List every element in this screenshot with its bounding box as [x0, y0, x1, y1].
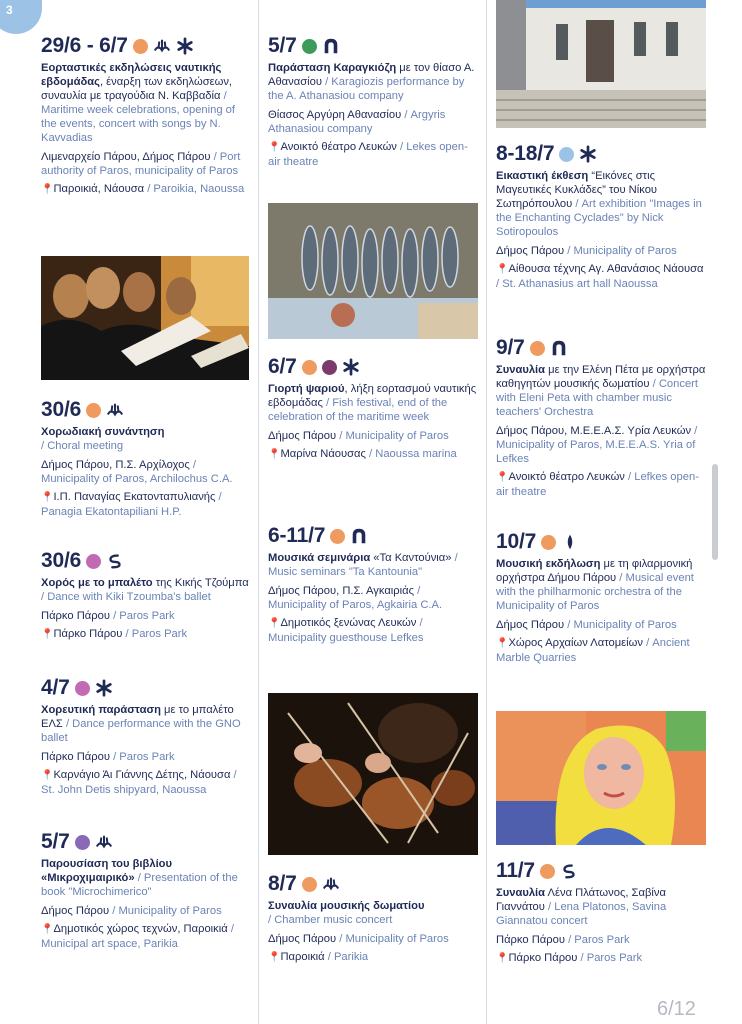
event-date: 10/7 [496, 530, 537, 553]
event-organizer [41, 458, 249, 486]
event-title-en: / Fish festival, end of the celebration of the maritime week [268, 397, 448, 423]
event-description [496, 363, 706, 419]
location-gr: Χώρος Αρχαίων Λατομείων [508, 637, 643, 649]
location-pin-icon: 📍 [41, 492, 54, 503]
event-card [268, 355, 478, 462]
event-organizer [496, 618, 706, 632]
event-date: 6-11/7 [268, 524, 326, 547]
event-title-rest: με την Ελένη Πέτα με ορχήστρα καθηγητών μουσικής δωματίου [496, 364, 706, 390]
organizer-en: / Paros Park [568, 934, 630, 946]
event-card [41, 830, 249, 951]
organizer-gr: Πάρκο Πάρου [41, 751, 110, 763]
organizer-en: / Paros Park [113, 610, 175, 622]
event-title-en: / Choral meeting [41, 440, 124, 452]
event-title-en: / Art exhibition "Images in the Enchanting Cyclades" by Nick Sotiropoulos [496, 198, 702, 238]
pink-dot-icon [86, 554, 101, 569]
page-number: 6/12 [657, 998, 696, 1020]
event-title: Μουσικά σεμινάρια [268, 552, 371, 564]
location-en: / St. Athanasius art hall Naoussa [496, 278, 658, 290]
event-location [41, 627, 249, 642]
location-pin-icon: 📍 [41, 629, 54, 640]
event-date-line [268, 355, 478, 379]
location-pin-icon: 📍 [496, 953, 509, 964]
arch-icon [550, 339, 568, 357]
location-pin-icon: 📍 [268, 142, 281, 153]
event-date-line [41, 676, 249, 700]
event-description [41, 576, 249, 604]
event-card [496, 859, 706, 966]
orange-dot-icon [530, 341, 545, 356]
event-title-rest: “Εικόνες στις Μαγευτικές Κυκλάδες” του Νίκου Σωτηρόπουλου [496, 170, 658, 210]
location-gr: Δημοτικός χώρος τεχνών, Παροικιά [53, 923, 228, 935]
event-location [268, 950, 478, 965]
location-pin-icon: 📍 [496, 638, 509, 649]
organizer-en: / Municipality of Paros [112, 905, 222, 917]
organizer-gr: Δήμος Πάρου [496, 245, 565, 257]
location-pin-icon: 📍 [41, 184, 54, 195]
event-title: Συναυλία μουσικής δωματίου [268, 900, 425, 912]
event-location [496, 951, 706, 966]
wave-icon [153, 37, 171, 55]
orange-dot-icon [330, 529, 345, 544]
location-gr: Παροικιά, Νάουσα [53, 183, 145, 195]
event-card [496, 142, 706, 291]
organizer-gr: Δήμος Πάρου [41, 905, 110, 917]
location-en: / Municipal art space, Parikia [41, 923, 234, 950]
location-pin-icon: 📍 [496, 264, 509, 275]
location-en: / Paroikia, Naoussa [147, 183, 245, 195]
event-title-en: / Chamber music concert [268, 914, 393, 926]
event-location [41, 490, 249, 519]
event-date: 11/7 [496, 859, 535, 882]
event-date-line [268, 524, 478, 548]
event-title-rest: «Τα Καντούνια» [370, 552, 452, 564]
event-title: Χορωδιακή συνάντηση [41, 426, 165, 438]
building-photo [496, 0, 706, 128]
location-gr: Μαρίνα Νάουσας [280, 448, 366, 460]
event-title-en: / Musical event with the philharmonic orchestra of the Municipality of Paros [496, 572, 694, 612]
event-organizer [41, 750, 249, 764]
wave-icon [95, 833, 113, 851]
event-location [41, 182, 249, 197]
column-divider [258, 0, 259, 1024]
orange-dot-icon [302, 877, 317, 892]
organizer-en: / Municipality of Paros [339, 430, 449, 442]
orchestra-photo [268, 693, 478, 855]
organizer-gr: Λιμεναρχείο Πάρου, Δήμος Πάρου [41, 151, 211, 163]
location-en: / Ancient Marble Quarries [496, 637, 690, 664]
light-blue-dot-icon [559, 147, 574, 162]
orange-dot-icon [133, 39, 148, 54]
organizer-gr: Πάρκο Πάρου [41, 610, 110, 622]
event-title-rest: , έναρξη των εκδηλώσεων, συναυλία με τραγούδια Ν. Καββαδία [41, 76, 233, 102]
arch-icon [322, 37, 340, 55]
event-location [496, 470, 706, 499]
location-en: / Paros Park [580, 952, 643, 964]
organizer-en: / Municipality of Paros, Archilochus C.A. [41, 459, 233, 485]
event-location [268, 616, 478, 645]
location-gr: Πάρκο Πάρου [508, 952, 578, 964]
organizer-en: / Municipality of Paros [567, 619, 677, 631]
location-pin-icon: 📍 [268, 449, 281, 460]
event-date: 30/6 [41, 398, 82, 421]
organizer-gr: Δήμος Πάρου [268, 430, 337, 442]
event-organizer [268, 584, 478, 612]
organizer-en: / Port authority of Paros, municipality of Paros [41, 151, 241, 177]
event-location [268, 140, 478, 169]
location-gr: Ανοικτό θέατρο Λευκών [280, 141, 397, 153]
portrait-illustration [496, 711, 706, 845]
event-card [496, 530, 706, 665]
organizer-gr: Δήμος Πάρου, Π.Σ. Αγκαιριάς [268, 585, 415, 597]
event-card [41, 398, 249, 519]
event-date-line [41, 398, 249, 422]
event-title-en: / Dance with Kiki Tzoumba's ballet [41, 591, 211, 603]
event-title-en: / Dance performance with the GNO ballet [41, 718, 241, 744]
event-date-line [41, 34, 249, 58]
choir-photo [41, 256, 249, 380]
event-description [496, 557, 706, 613]
event-title-en: / Karagiozis performance by the A. Athanasiou company [268, 76, 465, 102]
event-organizer [41, 609, 249, 623]
event-date: 5/7 [268, 34, 297, 57]
vertical-scrollbar[interactable] [712, 464, 718, 560]
organizer-en: / Municipality of Paros, M.E.E.A.S. Yria of Lefkes [496, 425, 698, 465]
event-card [268, 34, 478, 169]
event-title: Εικαστική έκθεση [496, 170, 589, 182]
event-date-line [268, 34, 478, 58]
event-title-en: / Concert with Eleni Peta with chamber music teachers' Orchestra [496, 378, 698, 418]
event-date-line [268, 872, 478, 896]
organizer-gr: Πάρκο Πάρου [496, 934, 565, 946]
location-pin-icon: 📍 [41, 924, 54, 935]
event-title: Μουσική εκδήλωση [496, 558, 601, 570]
arch-icon [350, 527, 368, 545]
organizer-gr: Δήμος Πάρου, Μ.Ε.Ε.Α.Σ. Υρία Λευκών [496, 425, 692, 437]
orange-dot-icon [540, 864, 555, 879]
column-3 [496, 0, 706, 1024]
event-date-line [496, 336, 706, 360]
event-organizer [496, 424, 706, 466]
green-dot-icon [302, 39, 317, 54]
pink-dot-icon [75, 681, 90, 696]
event-card [268, 524, 478, 645]
location-gr: Πάρκο Πάρου [53, 628, 123, 640]
event-description [41, 703, 249, 745]
event-organizer [496, 933, 706, 947]
event-description [268, 382, 478, 424]
event-organizer [268, 932, 478, 946]
plum-dot-icon [322, 360, 337, 375]
event-description [496, 886, 706, 928]
event-description [268, 899, 478, 927]
event-title-rest: με το μπαλέτο ΕΛΣ [41, 704, 234, 730]
page-badge-number: 3 [6, 3, 13, 17]
event-date-line [41, 830, 249, 854]
event-title: Παρουσίαση του βιβλίου «Μικροχιμαιρικό» [41, 858, 173, 884]
event-organizer [496, 244, 706, 258]
drop-icon [561, 533, 579, 551]
column-2 [268, 0, 478, 1024]
event-card [496, 336, 706, 499]
event-organizer [268, 429, 478, 443]
event-title: Συναυλία [496, 364, 546, 376]
event-title: Συναυλία [496, 887, 546, 899]
location-gr: Καρνάγιο Άι Γιάννης Δέτης, Νάουσα [53, 769, 231, 781]
event-date-line [41, 549, 249, 573]
event-location [41, 768, 249, 797]
event-title-rest: της Κικής Τζούμπα [152, 577, 249, 589]
organizer-en: / Argyris Athanasiou company [268, 109, 446, 135]
event-date: 6/7 [268, 355, 297, 378]
fish-photo [268, 203, 478, 339]
organizer-gr: Δήμος Πάρου, Π.Σ. Αρχίλοχος [41, 459, 190, 471]
event-date: 30/6 [41, 549, 82, 572]
location-gr: Ι.Π. Παναγίας Εκατονταπυλιανής [53, 491, 216, 503]
organizer-gr: Δήμος Πάρου [268, 933, 337, 945]
event-title-rest: , λήξη εορτασμού ναυτικής εβδομάδας [268, 383, 477, 409]
purple-dot-icon [75, 835, 90, 850]
organizer-en: / Paros Park [113, 751, 175, 763]
event-title-en: / Maritime week celebrations, opening of the events, concert with songs by N. Kavvadias [41, 90, 236, 144]
hook-icon [106, 552, 124, 570]
event-date-line [496, 142, 706, 166]
event-location [268, 447, 478, 462]
asterisk-icon [176, 37, 194, 55]
event-title-rest: με τη φιλαρμονική ορχήστρα Δήμου Πάρου [496, 558, 693, 584]
wave-icon [106, 401, 124, 419]
event-title-en: / Music seminars "Ta Kantounia" [268, 552, 458, 578]
organizer-en: / Municipality of Paros [339, 933, 449, 945]
location-gr: Δημοτικός ξενώνας Λευκών [280, 617, 417, 629]
event-date-line [496, 859, 706, 883]
wave-icon [322, 875, 340, 893]
location-en: / Parikia [327, 951, 369, 963]
location-pin-icon: 📍 [268, 952, 281, 963]
event-description [41, 61, 249, 145]
event-title-rest: Λένα Πλάτωνος, Σαβίνα Γιαννάτου [496, 887, 666, 913]
event-location [496, 262, 706, 291]
location-pin-icon: 📍 [268, 618, 281, 629]
event-organizer [268, 108, 478, 136]
event-title-en: / Presentation of the book "Microchimerico" [41, 872, 238, 898]
event-description [268, 61, 478, 103]
event-description [41, 857, 249, 899]
location-en: / Naoussa marina [369, 448, 457, 460]
event-title: Παράσταση Καραγκιόζη [268, 62, 397, 74]
event-date: 8-18/7 [496, 142, 555, 165]
location-pin-icon: 📍 [496, 472, 509, 483]
event-date: 9/7 [496, 336, 525, 359]
event-description [268, 551, 478, 579]
orange-dot-icon [302, 360, 317, 375]
organizer-en: / Municipality of Paros, Agkairia C.A. [268, 585, 443, 611]
organizer-gr: Θίασος Αργύρη Αθανασίου [268, 109, 402, 121]
location-pin-icon: 📍 [41, 770, 54, 781]
event-date-line [496, 530, 706, 554]
event-organizer [41, 904, 249, 918]
event-date: 4/7 [41, 676, 70, 699]
event-date: 8/7 [268, 872, 297, 895]
location-en: / Municipality guesthouse Lefkes [268, 617, 424, 644]
location-en: / St. John Detis shipyard, Naoussa [41, 769, 237, 796]
event-title: Χορευτική παράσταση [41, 704, 161, 716]
event-location [41, 922, 249, 951]
orange-dot-icon [86, 403, 101, 418]
event-description [41, 425, 249, 453]
column-divider [486, 0, 487, 1024]
event-date: 5/7 [41, 830, 70, 853]
event-date: 29/6 - 6/7 [41, 34, 128, 57]
location-en: / Lekes open-air theatre [268, 141, 468, 168]
orange-dot-icon [541, 535, 556, 550]
event-title: Χορός με το μπαλέτο [41, 577, 153, 589]
location-en: / Paros Park [125, 628, 188, 640]
event-card [41, 34, 249, 197]
event-description [496, 169, 706, 239]
column-1 [41, 0, 249, 1024]
event-location [496, 636, 706, 665]
event-title-en: / Lena Platonos, Savina Giannatou concert [496, 901, 667, 927]
location-gr: Αίθουσα τέχνης Αγ. Αθανάσιος Νάουσα [508, 263, 704, 275]
organizer-gr: Δήμος Πάρου [496, 619, 565, 631]
location-en: / Panagia Ekatontapiliani H.P. [41, 491, 222, 518]
event-title: Γιορτή ψαριού [268, 383, 345, 395]
location-gr: Παροικιά [280, 951, 325, 963]
event-organizer [41, 150, 249, 178]
organizer-en: / Municipality of Paros [567, 245, 677, 257]
event-card [41, 549, 249, 642]
asterisk-icon [342, 358, 360, 376]
event-card [41, 676, 249, 797]
location-en: / Lefkes open-air theatre [496, 471, 699, 498]
asterisk-icon [579, 145, 597, 163]
event-title-rest: με τον θίασο Α. Αθανασίου [268, 62, 475, 88]
event-title: Εορταστικές εκδηλώσεις ναυτικής εβδομάδας [41, 62, 222, 88]
hook-icon [560, 862, 578, 880]
location-gr: Ανοικτό θέατρο Λευκών [508, 471, 625, 483]
event-card [268, 872, 478, 965]
page-badge [0, 0, 42, 34]
asterisk-icon [95, 679, 113, 697]
